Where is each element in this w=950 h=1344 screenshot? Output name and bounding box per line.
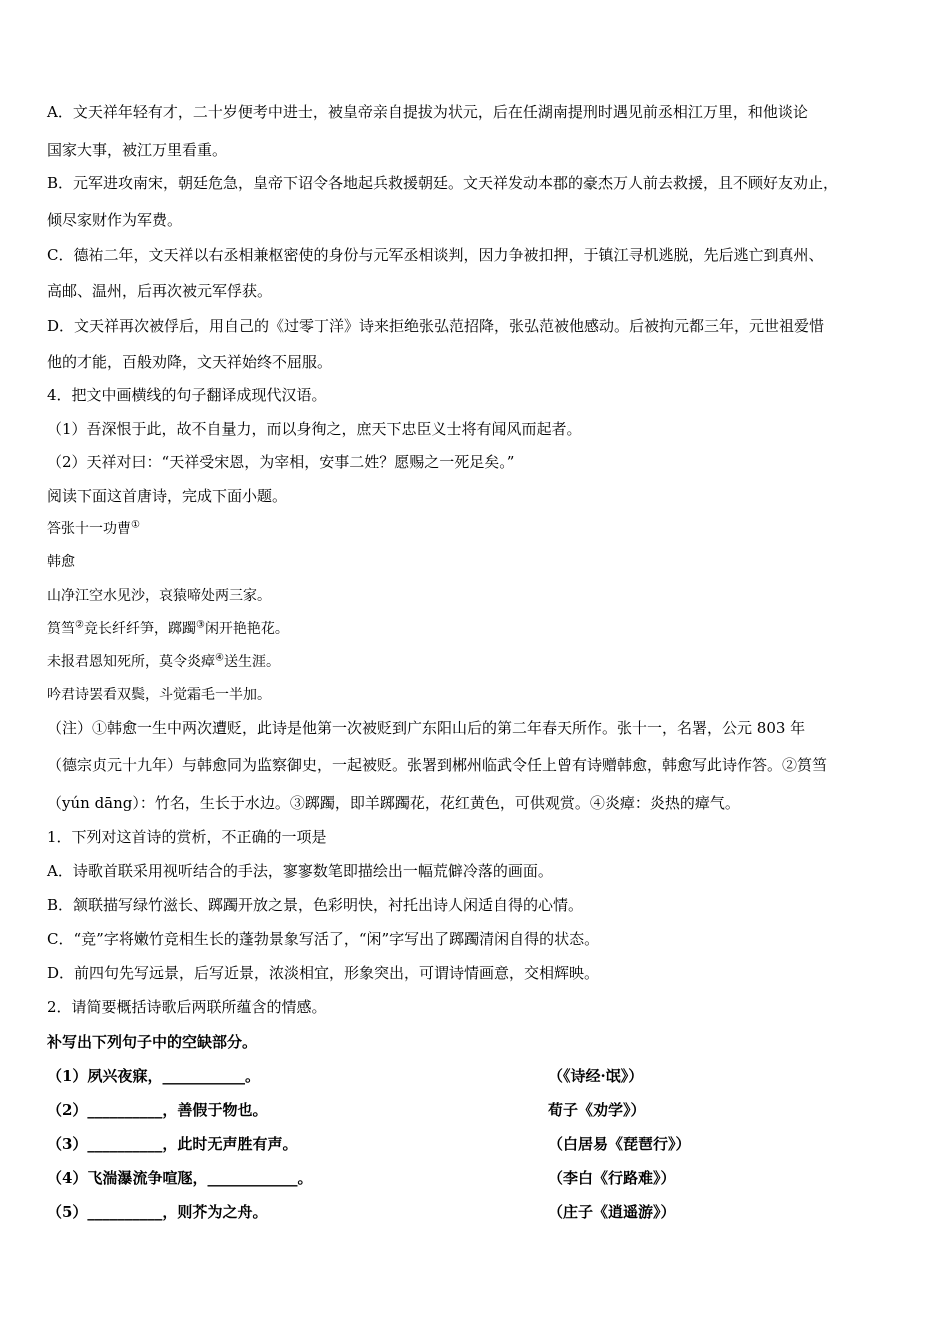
fill-blank-source-2: 荀子《劝学》） — [548, 1101, 646, 1119]
option-d-line1: D．文天祥再次被俘后，用自己的《过零丁洋》诗来拒绝张弘范招降，张弘范被他感动。后被拘元都三年，元世祖爱惜 — [47, 317, 825, 335]
question-4-sentence-2: （2）天祥对曰：“天祥受宋恩，为宰相，安事二姓？愿赐之一死足矣。” — [47, 453, 515, 471]
question-4-sentence-1: （1）吾深恨于此，故不自量力，而以身徇之，庶天下忠臣义士将有闻风而起者。 — [47, 420, 582, 438]
question-4-title: 4．把文中画横线的句子翻译成现代汉语。 — [47, 386, 327, 404]
subquestion-1: 1．下列对这首诗的赏析，不正确的一项是 — [47, 828, 327, 846]
poem-line-4: 吟君诗罢看双鬓，斗觉霜毛一半加。 — [47, 687, 271, 703]
fill-blank-item-1: （1）夙兴夜寐，___________。 — [47, 1067, 260, 1085]
subquestion-1-option-a: A．诗歌首联采用视听结合的手法，寥寥数笔即描绘出一幅荒僻冷落的画面。 — [47, 862, 553, 880]
option-c-line1: C．德祐二年，文天祥以右丞相兼枢密使的身份与元军丞相谈判，因力争被扣押，于镇江寻机逃脱，先后逃亡到真州、 — [47, 246, 824, 264]
subquestion-1-option-d: D．前四句先写远景，后写近景，浓淡相宜，形象突出，可谓诗情画意，交相辉映。 — [47, 964, 600, 982]
option-c-line2: 高邮、温州，后再次被元军俘获。 — [47, 282, 273, 300]
poem-line-3: 未报君恩知死所，莫令炎瘴④送生涯。 — [47, 652, 280, 670]
subquestion-1-option-c: C．“竞”字将嫩竹竞相生长的蓬勃景象写活了，“闲”字写出了踯躅清闲自得的状态。 — [47, 930, 600, 948]
fill-blank-item-3: （3）__________，此时无声胜有声。 — [47, 1135, 298, 1153]
fill-blank-item-2: （2）__________，善假于物也。 — [47, 1101, 268, 1119]
option-d-line2: 他的才能，百般劝降，文天祥始终不屈服。 — [47, 353, 333, 371]
option-b-line2: 倾尽家财作为军费。 — [47, 211, 183, 229]
fill-blank-item-4: （4）飞湍瀑流争喧豗，____________。 — [47, 1169, 313, 1187]
poem-notes-line3: （yún dāng）：竹名，生长于水边。③踯躅，即羊踯躅花，花红黄色，可供观赏。④炎瘴：炎热的瘴气。 — [47, 794, 740, 812]
poem-line-2: 筼筜②竞长纤纤笋，踯躅③闲开艳艳花。 — [47, 619, 289, 637]
poem-notes-line1: （注）①韩愈一生中两次遭贬，此诗是他第一次被贬到广东阳山后的第二年春天所作。张十一，名署，公元 803 年 — [47, 719, 806, 737]
fill-blank-source-4: （李白《行路难》） — [548, 1169, 676, 1187]
poem-line-1: 山净江空水见沙，哀猿啼处两三家。 — [47, 588, 271, 604]
subquestion-2: 2．请简要概括诗歌后两联所蕴含的情感。 — [47, 998, 327, 1016]
option-b-line1: B．元军进攻南宋，朝廷危急，皇帝下诏令各地起兵救援朝廷。文天祥发动本郡的豪杰万人前去救援，且不顾好友劝止， — [47, 174, 839, 192]
subquestion-1-option-b: B．颔联描写绿竹滋长、踯躅开放之景，色彩明快，衬托出诗人闲适自得的心情。 — [47, 896, 584, 914]
poem-author: 韩愈 — [47, 554, 75, 570]
fill-blank-item-5: （5）__________，则芥为之舟。 — [47, 1203, 268, 1221]
poem-notes-line2: （德宗贞元十九年）与韩愈同为监察御史，一起被贬。张署到郴州临武令任上曾有诗赠韩愈，韩愈写此诗作答。②筼筜 — [47, 756, 828, 774]
fill-blank-title: 补写出下列句子中的空缺部分。 — [47, 1033, 258, 1051]
option-a-line1: A．文天祥年轻有才，二十岁便考中进士，被皇帝亲自提拔为状元，后在任湖南提刑时遇见前丞相江万里，和他谈论 — [47, 103, 808, 121]
fill-blank-source-1: （《诗经·氓》） — [548, 1067, 644, 1085]
poem-intro: 阅读下面这首唐诗，完成下面小题。 — [47, 487, 288, 505]
fill-blank-source-3: （白居易《琵琶行》） — [548, 1135, 691, 1153]
poem-title: 答张十一功曹① — [47, 519, 140, 537]
fill-blank-source-5: （庄子《逍遥游》） — [548, 1203, 676, 1221]
option-a-line2: 国家大事，被江万里看重。 — [47, 141, 228, 159]
